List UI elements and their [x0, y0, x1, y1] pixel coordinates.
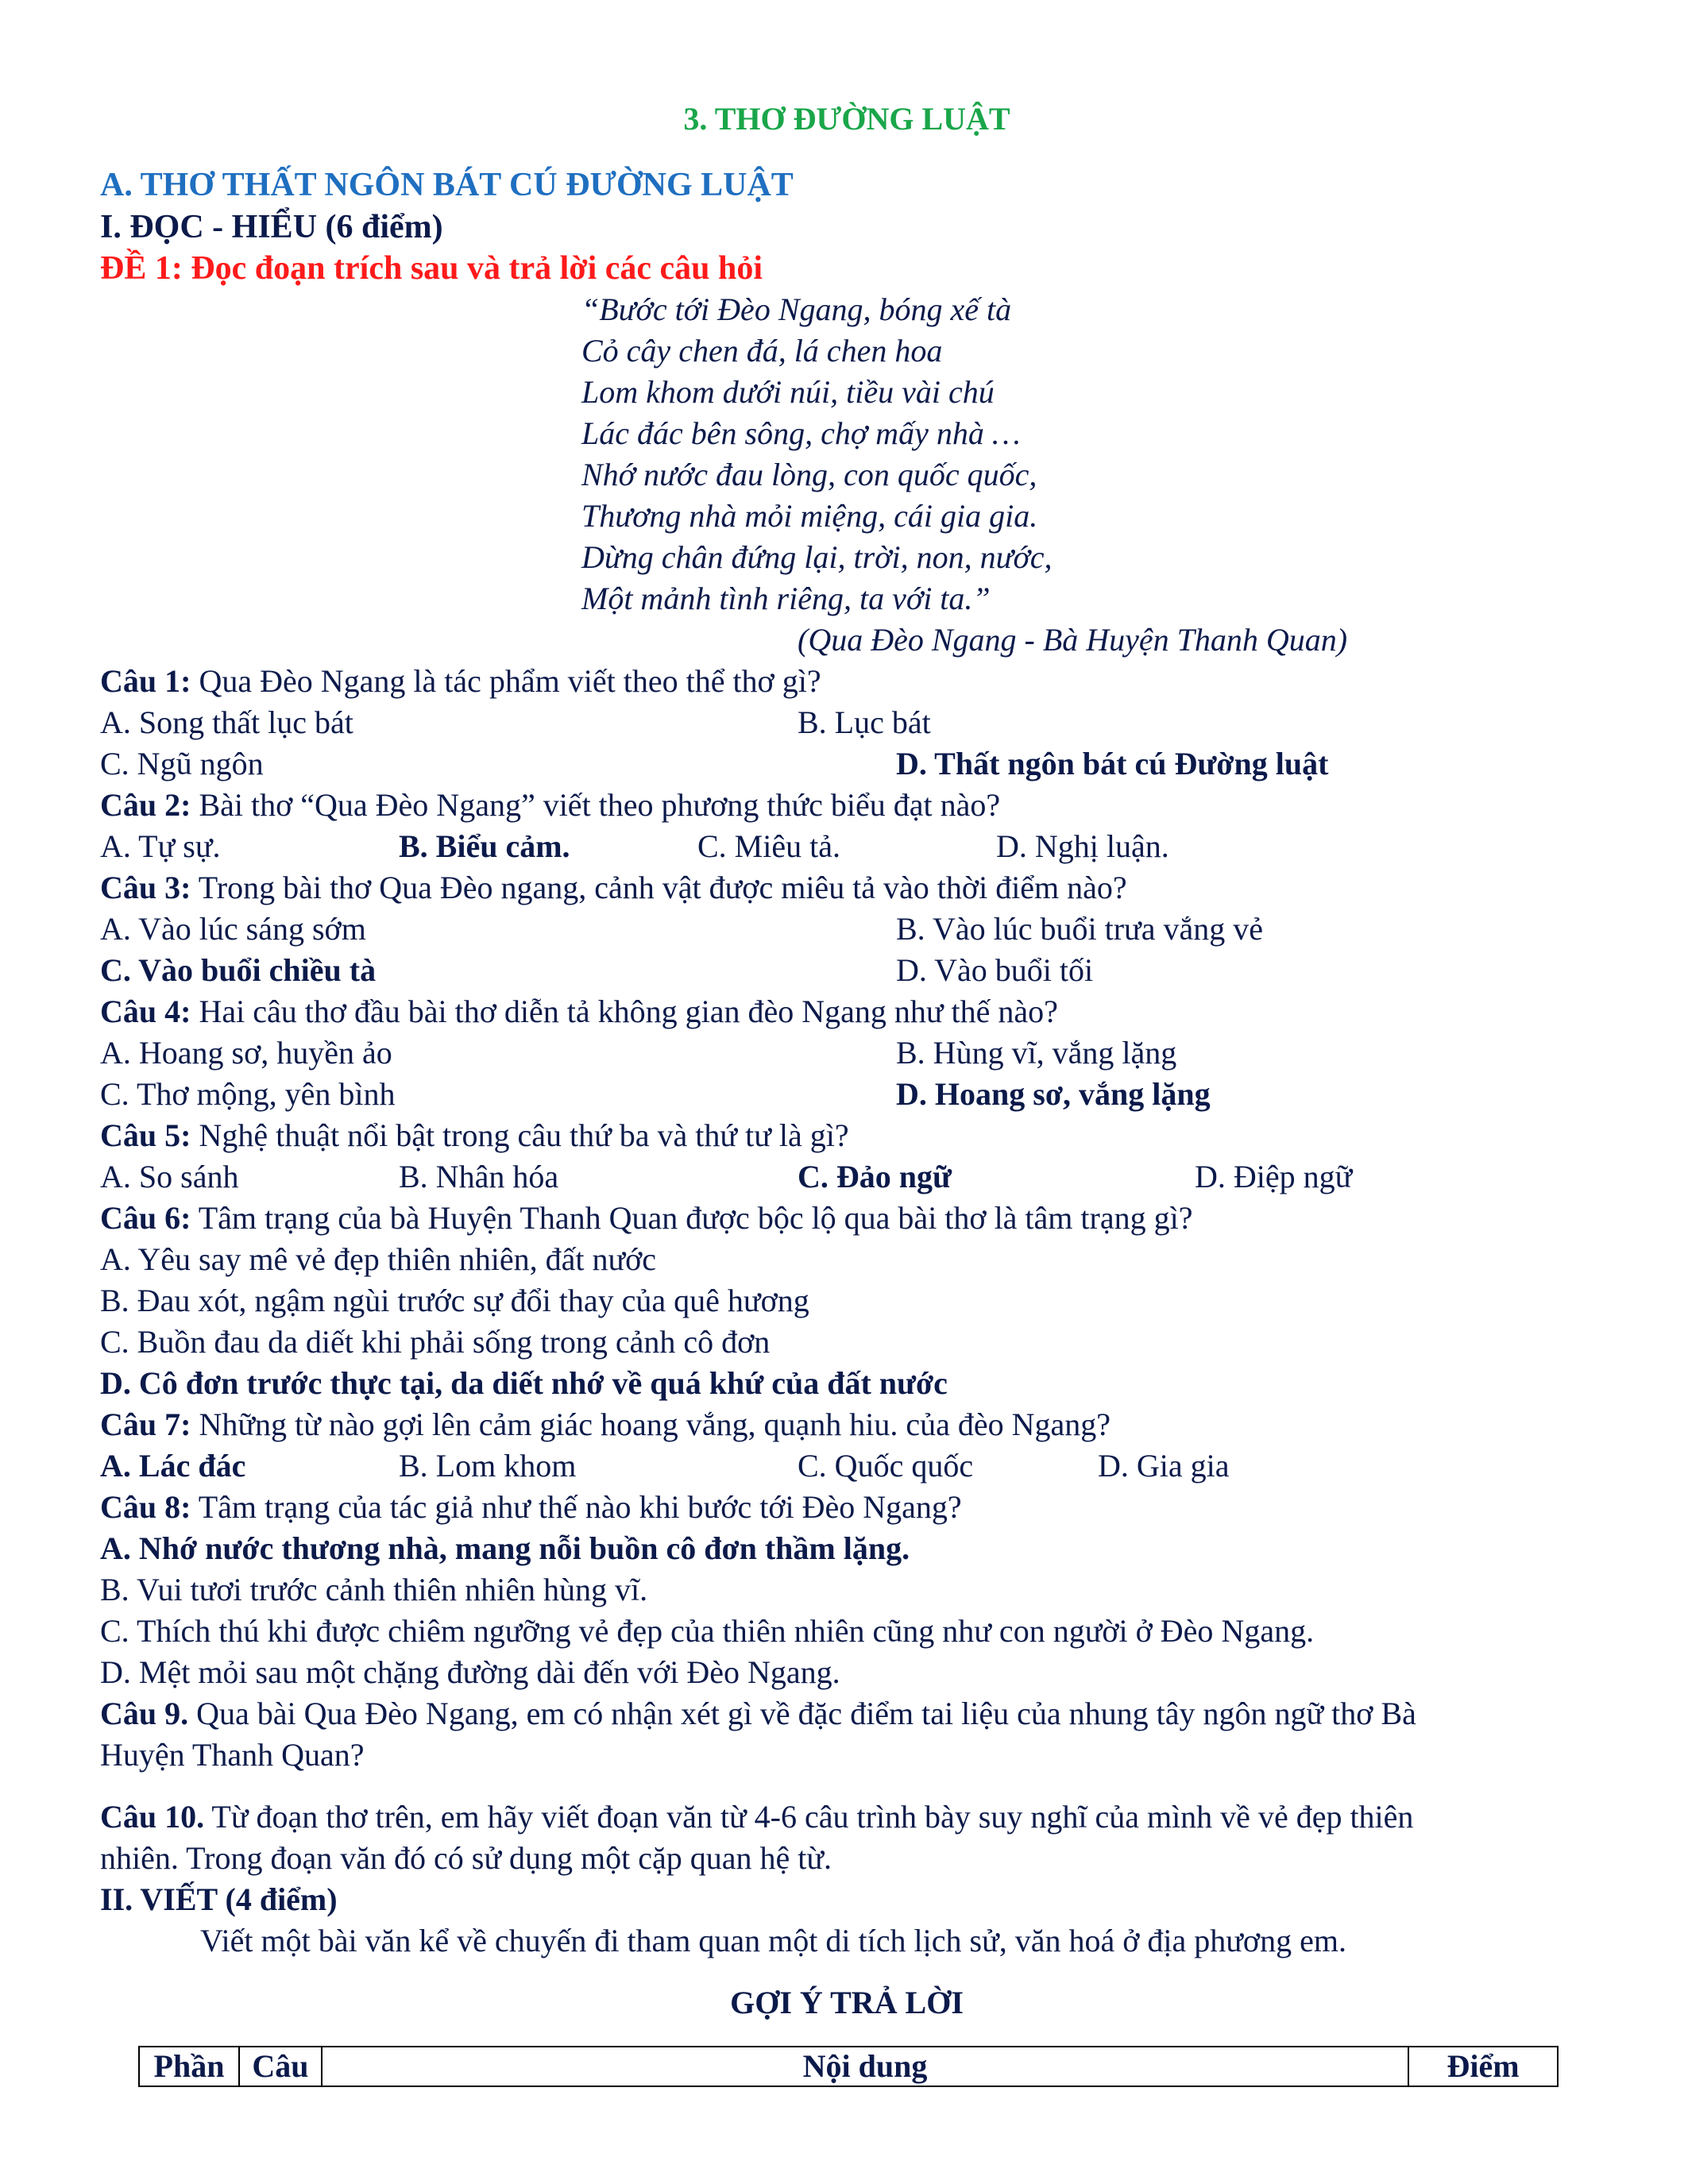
writing-prompt: Viết một bài văn kể về chuyến đi tham quan một di tích lịch sử, văn hoá ở địa phương em.	[200, 1923, 1346, 1958]
option-d-correct: D. Cô đơn trước thực tại, da diết nhớ về quá khứ của đất nước	[100, 1365, 948, 1401]
option-b: B. Hùng vĩ, vắng lặng	[896, 1035, 1177, 1071]
question-text: Tâm trạng của bà Huyện Thanh Quan được bộc lộ qua bài thơ là tâm trạng gì?	[191, 1200, 1193, 1236]
option-c: C. Buồn đau da diết khi phải sống trong cảnh cô đơn	[100, 1324, 771, 1360]
header-part: Phần	[139, 2047, 239, 2086]
question-7	[100, 1404, 1593, 1445]
document-page	[100, 95, 1593, 2024]
table-header-row	[139, 2047, 1558, 2086]
question-text: Nghệ thuật nổi bật trong câu thứ ba và thứ tư là gì?	[191, 1117, 849, 1153]
option-a: A. Yêu say mê vẻ đẹp thiên nhiên, đất nước	[100, 1241, 657, 1277]
question-label: Câu 3:	[100, 870, 191, 905]
options-row	[100, 743, 1593, 785]
question-1	[100, 661, 1593, 702]
part-1-heading: I. ĐỌC - HIỂU (6 điểm)	[100, 209, 443, 245]
question-label: Câu 6:	[100, 1200, 191, 1236]
poem-line: Cỏ cây chen đá, lá chen hoa	[581, 333, 943, 369]
question-10-continued: nhiên. Trong đoạn văn đó có sử dụng một cặp quan hệ từ.	[100, 1840, 832, 1876]
question-9-continued: Huyện Thanh Quan?	[100, 1737, 365, 1773]
question-label: Câu 8:	[100, 1489, 191, 1525]
option-d: D. Nghị luận.	[996, 828, 1169, 864]
question-text: Bài thơ “Qua Đèo Ngang” viết theo phương thức biểu đạt nào?	[191, 787, 1001, 823]
option-d-correct: D. Thất ngôn bát cú Đường luật	[896, 746, 1329, 781]
option-b: B. Vui tươi trước cảnh thiên nhiên hùng vĩ.	[100, 1572, 648, 1607]
option-c-correct: C. Vào buổi chiều tà	[100, 952, 377, 988]
option-b-correct: B. Biểu cảm.	[399, 828, 570, 864]
poem-line: Thương nhà mỏi miệng, cái gia gia.	[581, 498, 1038, 534]
option-a: A. So sánh	[100, 1159, 239, 1194]
option-c: C. Miêu tả.	[697, 828, 840, 864]
option-c-correct: C. Đảo ngữ	[798, 1159, 952, 1194]
option-c: C. Thích thú khi được chiêm ngưỡng vẻ đẹp của thiên nhiên cũng như con người ở Đèo Ngang.	[100, 1613, 1315, 1649]
question-2	[100, 785, 1593, 826]
question-label: Câu 5:	[100, 1117, 191, 1153]
options-row	[100, 826, 1593, 867]
part-2-heading: II. VIẾT (4 điểm)	[100, 1881, 338, 1917]
option-b: B. Đau xót, ngậm ngùi trước sự đổi thay của quê hương	[100, 1283, 809, 1318]
option-d-correct: D. Hoang sơ, vắng lặng	[896, 1076, 1211, 1112]
header-question: Câu	[239, 2047, 322, 2086]
option-a: A. Tự sự.	[100, 828, 221, 864]
option-a: A. Song thất lục bát	[100, 704, 353, 740]
poem-line: “Bước tới Đèo Ngang, bóng xế tà	[581, 291, 1012, 327]
option-d: D. Vào buổi tối	[896, 952, 1094, 988]
options-row	[100, 1445, 1593, 1487]
question-text: Từ đoạn thơ trên, em hãy viết đoạn văn từ 4-6 câu trình bày suy nghĩ của mình về vẻ đẹp thiên	[204, 1799, 1414, 1835]
question-text: Hai câu thơ đầu bài thơ diễn tả không gian đèo Ngang như thế nào?	[191, 994, 1058, 1029]
question-label: Câu 1:	[100, 663, 191, 699]
question-label: Câu 9.	[100, 1696, 189, 1731]
document-title: 3. THƠ ĐƯỜNG LUẬT	[683, 101, 1010, 137]
option-c: C. Thơ mộng, yên bình	[100, 1076, 396, 1112]
option-d: D. Gia gia	[1098, 1448, 1230, 1484]
question-6	[100, 1198, 1593, 1239]
question-text: Trong bài thơ Qua Đèo ngang, cảnh vật được miêu tả vào thời điểm nào?	[191, 870, 1127, 905]
question-label: Câu 7:	[100, 1406, 191, 1442]
options-row	[100, 1032, 1593, 1074]
question-label: Câu 2:	[100, 787, 191, 823]
option-c: C. Quốc quốc	[798, 1448, 974, 1484]
answer-table	[138, 2046, 1559, 2087]
question-8	[100, 1487, 1593, 1528]
poem-line: Dừng chân đứng lại, trời, non, nước,	[581, 539, 1053, 575]
option-d: D. Mệt mỏi sau một chặng đường dài đến với Đèo Ngang.	[100, 1654, 840, 1690]
section-a-heading: A. THƠ THẤT NGÔN BÁT CÚ ĐƯỜNG LUẬT	[100, 167, 794, 203]
poem-block	[100, 289, 1593, 661]
options-row	[100, 950, 1593, 991]
poem-line: Lom khom dưới núi, tiều vài chú	[581, 374, 995, 410]
question-text: Những từ nào gợi lên cảm giác hoang vắng, quạnh hiu. của đèo Ngang?	[191, 1406, 1111, 1442]
options-row	[100, 1074, 1593, 1115]
question-text: Tâm trạng của tác giả như thế nào khi bước tới Đèo Ngang?	[191, 1489, 962, 1525]
question-10	[100, 1796, 1593, 1838]
spacer	[100, 1776, 1593, 1796]
poem-line: Lác đác bên sông, chợ mấy nhà …	[581, 415, 1021, 451]
options-row	[100, 909, 1593, 950]
option-b: B. Lom khom	[399, 1448, 577, 1484]
poem-line: Nhớ nước đau lòng, con quốc quốc,	[581, 457, 1037, 492]
option-a: A. Vào lúc sáng sớm	[100, 911, 366, 947]
question-4	[100, 991, 1593, 1032]
question-3	[100, 867, 1593, 909]
option-a: A. Hoang sơ, huyền ảo	[100, 1035, 392, 1071]
option-b: B. Lục bát	[798, 704, 931, 740]
question-text: Qua bài Qua Đèo Ngang, em có nhận xét gì về đặc điểm tai liệu của nhung tây ngôn ngữ thơ Bà	[188, 1696, 1416, 1731]
header-content: Nội dung	[322, 2047, 1408, 2086]
option-c: C. Ngũ ngôn	[100, 746, 264, 781]
answer-key-title: GỢI Ý TRẢ LỜI	[730, 1985, 964, 2020]
exercise-1-heading: ĐỀ 1: Đọc đoạn trích sau và trả lời các câu hỏi	[100, 250, 763, 287]
option-b: B. Vào lúc buổi trưa vắng vẻ	[896, 911, 1263, 947]
header-score: Điểm	[1408, 2047, 1558, 2086]
option-b: B. Nhân hóa	[399, 1159, 559, 1194]
option-a-correct: A. Lác đác	[100, 1448, 246, 1484]
question-9	[100, 1693, 1593, 1734]
option-a-correct: A. Nhớ nước thương nhà, mang nỗi buồn cô đơn thầm lặng.	[100, 1530, 910, 1566]
poem-line: Một mảnh tình riêng, ta với ta.”	[581, 581, 991, 616]
question-text: Qua Đèo Ngang là tác phẩm viết theo thể thơ gì?	[191, 663, 821, 699]
options-row	[100, 1156, 1593, 1198]
question-label: Câu 10.	[100, 1799, 205, 1835]
option-d: D. Điệp ngữ	[1195, 1159, 1353, 1194]
poem-source: (Qua Đèo Ngang - Bà Huyện Thanh Quan)	[798, 622, 1348, 658]
question-label: Câu 4:	[100, 994, 191, 1029]
options-row	[100, 702, 1593, 743]
question-5	[100, 1115, 1593, 1156]
